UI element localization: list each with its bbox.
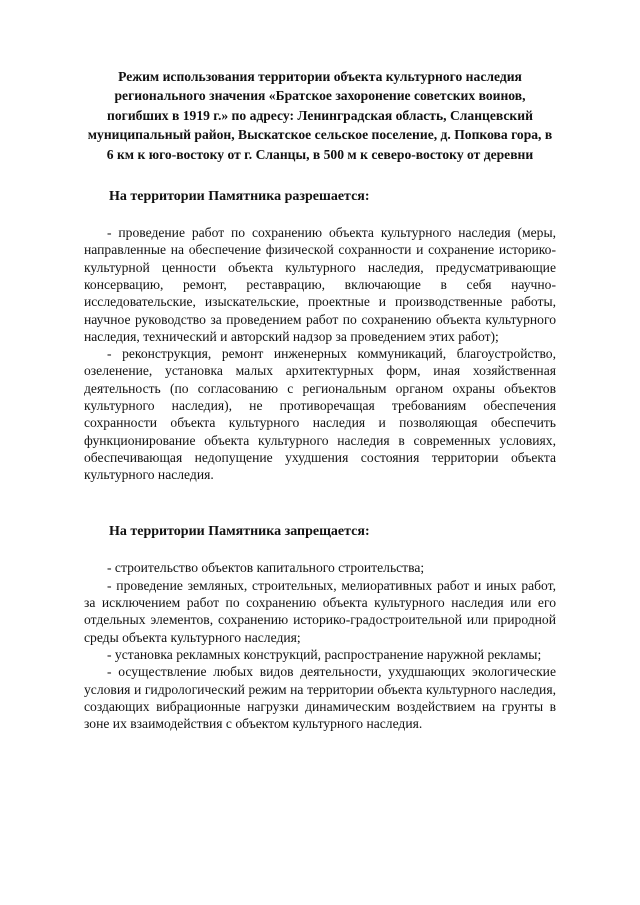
prohibited-heading: На территории Памятника запрещается:	[109, 524, 370, 540]
allowed-item-1: - проведение работ по сохранению объекта культурного наследия (меры, направленные на обеспечение физической сохранности и сохранение историко-культурной ценности объекта культурного наследия, предусматривающие консервацию, ремонт, реставрацию, включающие в себя научно-исследовательские, изыскательские, проектные и производственные работы, научное руководство за проведением работ по сохранению объекта культурного наследия, технический и авторский надзор за проведением этих работ);	[84, 225, 556, 344]
prohibited-item-4: - осуществление любых видов деятельности, ухудшающих экологические условия и гидрологический режим на территории объекта культурного наследия, создающих вибрационные нагрузки динамическим воздействием на грунты в зоне их взаимодействия с объектом культурного наследия.	[84, 664, 556, 732]
allowed-item-2: - реконструкция, ремонт инженерных коммуникаций, благоустройство, озеленение, установка малых архитектурных форм, иная хозяйственная деятельность (по согласованию с региональным органом охраны объектов культурного наследия), не противоречащая требованиям обеспечения сохранности объекта культурного наследия и позволяющая обеспечить функционирование объекта культурного наследия в современных условиях, обеспечивающая недопущение ухудшения состояния территории объекта культурного наследия.	[84, 346, 556, 483]
allowed-heading: На территории Памятника разрешается:	[109, 189, 370, 205]
document-title: Режим использования территории объекта культурного наследия регионального значения «Братское захоронение советских воинов, погибших в 1919 г.» по адресу: Ленинградская область, Сланцевский муниципальный район, Выскатское сельское поселение, д. Попкова гора, в 6 км к юго-востоку от г. Сланцы, в 500 м к северо-востоку от деревни	[87, 69, 553, 162]
prohibited-item-3: - установка рекламных конструкций, распространение наружной рекламы;	[107, 646, 542, 662]
prohibited-item-2: - проведение земляных, строительных, мелиоративных работ и иных работ, за исключением работ по сохранению объекта культурного наследия или его отдельных элементов, сохранению историко-градостроительной или природной среды объекта культурного наследия;	[84, 577, 556, 645]
prohibited-item-1: - строительство объектов капитального строительства;	[107, 560, 425, 576]
